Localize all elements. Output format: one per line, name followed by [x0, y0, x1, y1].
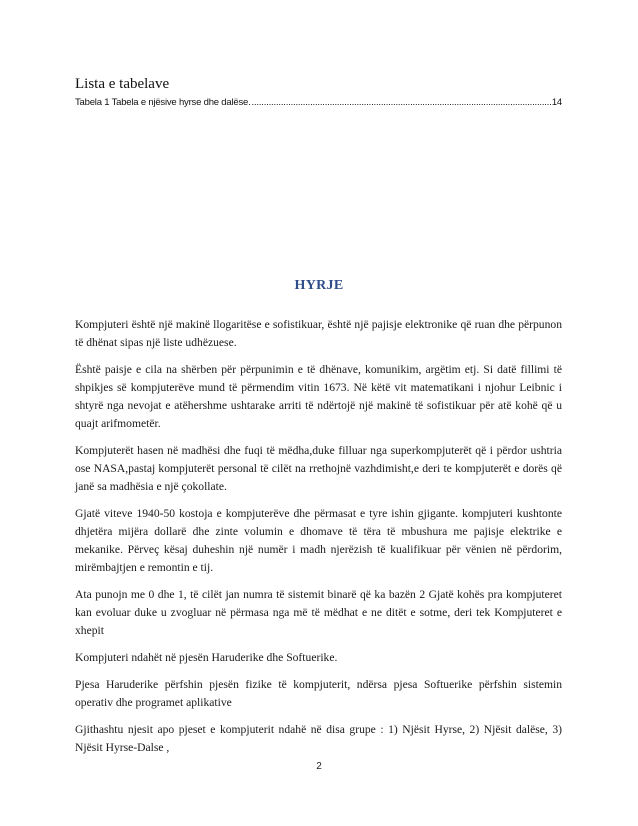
section-body — [75, 316, 562, 766]
paragraph: Gjatë viteve 1940-50 kostoja e kompjuterëve dhe përmasat e tyre ishin gjigante. kompjuteri kushtonte dhjetëra mijëra dollarë dhe zinte volumin e dhomave të tëra të mbushura me pajisje elektrike e mekanike. Përveç kësaj duheshin një numër i madh njerëzish të kualifikuar për vënien në përdorim, mirëmbajtjen e remontin e tij. — [75, 507, 562, 574]
toc-entry-label: Tabela 1 Tabela e njësive hyrse dhe dalëse. — [75, 97, 251, 108]
paragraph: Kompjuterët hasen në madhësi dhe fuqi të mëdha,duke filluar nga superkompjuterët që i përdor ushtria ose NASA,pastaj kompjuterët personal të cilët na rrethojnë vazhdimisht,e deri te kompjuterët e dorës që janë sa madhësia e një çokollate. — [75, 444, 562, 493]
paragraph: Kompjuteri është një makinë llogaritëse e sofistikuar, është një pajisje elektronike që ruan dhe përpunon të dhënat sipas një liste udhëzuese. — [75, 318, 562, 349]
section-heading: HYRJE — [294, 278, 344, 293]
paragraph: Ata punojn me 0 dhe 1, të cilët jan numra të sistemit binarë që ka bazën 2 Gjatë kohës pra kompjuteret kan evoluar duke u zvogluar në përmasa nga më të mëdhat e ne ditët e sotme, deri tek Kompjuteret e xhepit — [75, 588, 562, 637]
paragraph: Pjesa Haruderike përfshin pjesën fizike të kompjuterit, ndërsa pjesa Softuerike përfshin sistemin operativ dhe programet aplikative — [75, 678, 562, 709]
page-number: 2 — [316, 761, 322, 772]
paragraph: Gjithashtu njesit apo pjeset e kompjuterit ndahë në disa grupe : 1) Njësit Hyrse, 2) Njësit dalëse, 3) Njësit Hyrse-Dalse , — [75, 723, 562, 754]
toc-entry-page: 14 — [551, 97, 562, 108]
toc-leader-dots — [252, 97, 551, 108]
paragraph: Kompjuteri ndahët në pjesën Haruderike dhe Softuerike. — [75, 651, 338, 664]
toc-entry[interactable] — [75, 97, 562, 108]
toc-title: Lista e tabelave — [75, 76, 170, 92]
paragraph: Është paisje e cila na shërben për përpunimin e të dhënave, komunikim, argëtim etj. Si datë fillimi të shpikjes së kompjuterëve mund të përmendim vitin 1673. Në këtë vit matematikani i njohur Leibnic i shtyrë nga nevojat e atëhershme ushtarake arriti të ndërtojë një makinë të sofistikuar për atë kohë që u quajt arifmometër. — [75, 363, 562, 430]
